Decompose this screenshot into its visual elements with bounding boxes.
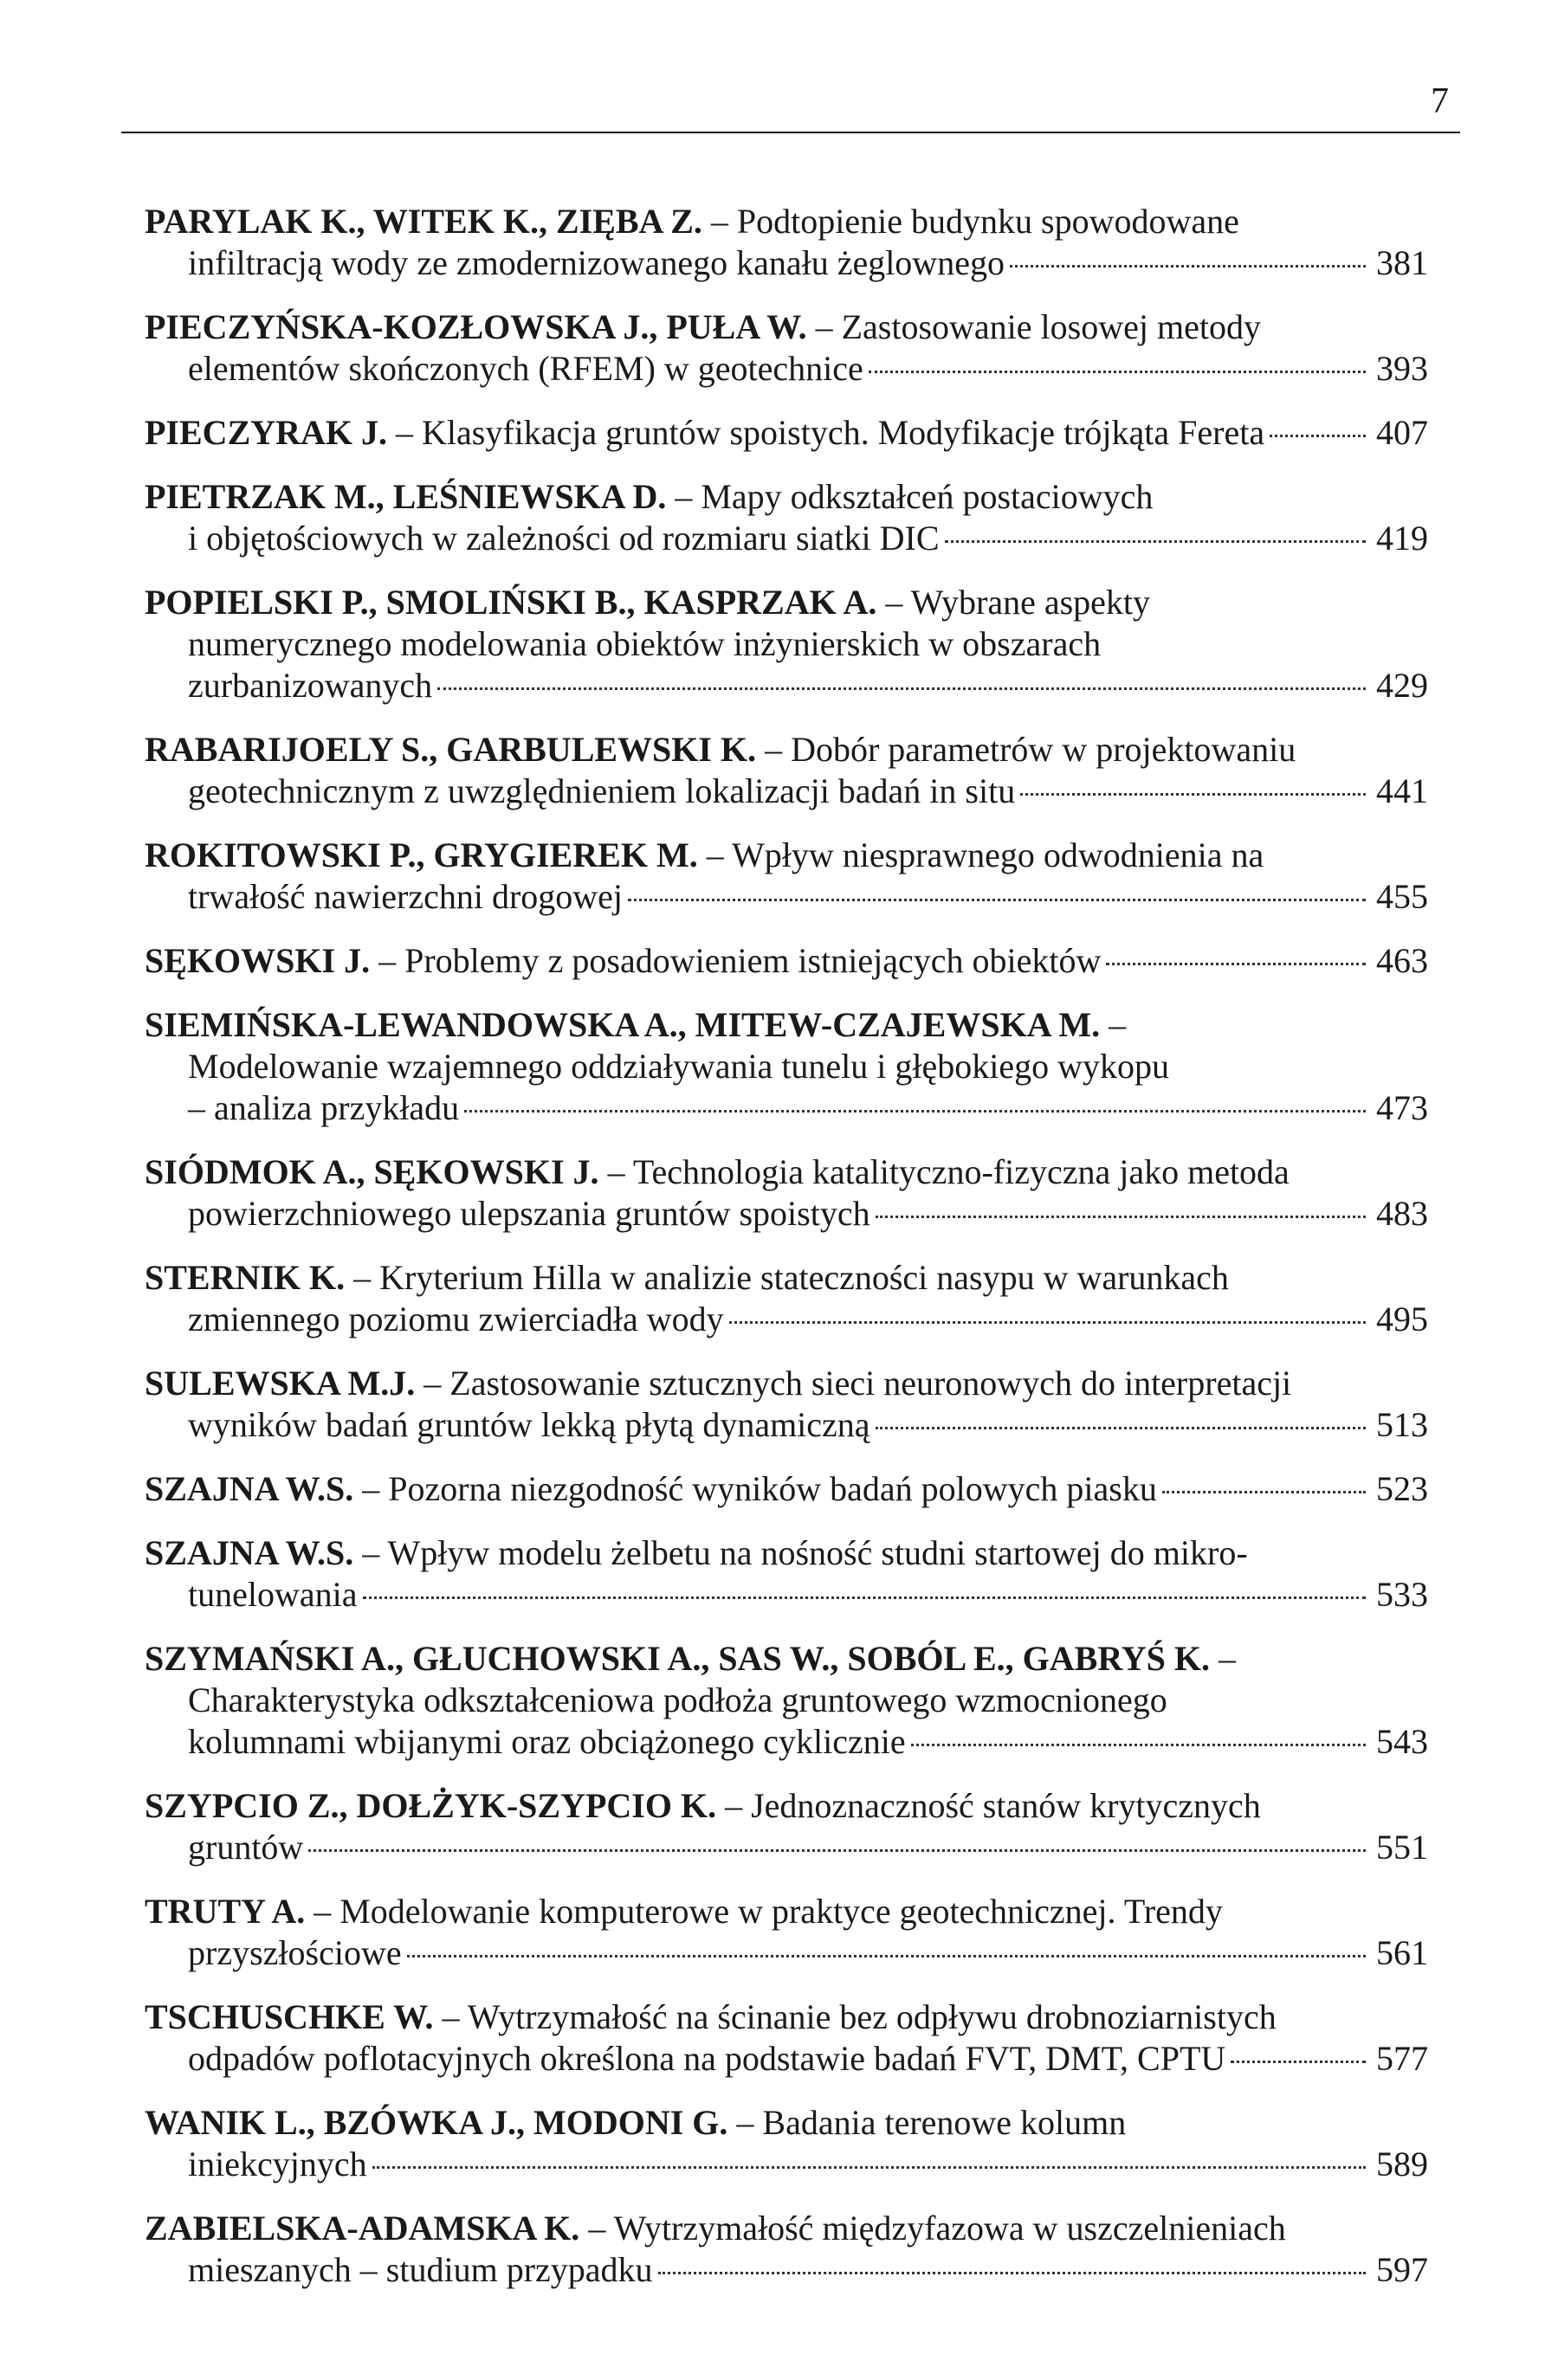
dot-leader — [363, 1596, 1367, 1599]
entry-title-end: elementów skończonych (RFEM) w geotechnice — [188, 349, 863, 388]
entry-authors: WANIK L., BZÓWKA J., MODONI G. — [145, 2103, 728, 2142]
entry-first-line — [145, 729, 1428, 771]
entry-title-line: Charakterystyka odkształceniowa podłoża gruntowego wzmocnionego — [188, 1680, 1167, 1719]
entry-authors: PIECZYŃSKA-KOZŁOWSKA J., PUŁA W. — [145, 307, 807, 346]
entry-title-end: trwałość nawierzchni drogowej — [188, 877, 624, 916]
entry-title-start: – Wytrzymałość międzyfazowa w uszczelnieniach — [579, 2209, 1286, 2248]
toc-entry — [145, 1638, 1428, 1763]
entry-page-number: 407 — [1376, 413, 1428, 452]
entry-title-end: i objętościowych w zależności od rozmiaru siatki DIC — [188, 519, 940, 558]
entry-title-start: – Zastosowanie losowej metody — [806, 307, 1261, 346]
entry-last-line — [145, 771, 1428, 812]
dot-leader — [876, 1427, 1366, 1429]
entry-first-line — [145, 201, 1428, 242]
entry-heading — [145, 1533, 1248, 1572]
entry-title-start: – Wytrzymałość na ścinanie bez odpływu drobnoziarnistych — [433, 1997, 1277, 2036]
entry-page-number: 551 — [1376, 1828, 1428, 1867]
entry-first-line — [145, 2102, 1428, 2144]
entry-last-line — [145, 242, 1428, 284]
entry-page-number: 381 — [1376, 243, 1428, 282]
entry-page-number: 455 — [1376, 877, 1428, 916]
entry-title-end: infiltracją wody ze zmodernizowanego kanału żeglownego — [188, 243, 1005, 282]
toc-entry — [145, 306, 1428, 390]
entry-heading — [145, 940, 1101, 982]
entry-title-start: – Problemy z posadowieniem istniejących obiektów — [370, 941, 1102, 980]
entry-authors: SZAJNA W.S. — [145, 1533, 354, 1572]
entry-last-line — [145, 1404, 1428, 1446]
entry-first-line — [145, 582, 1428, 623]
entry-title-end: powierzchniowego ulepszania gruntów spoistych — [188, 1194, 870, 1233]
entry-heading — [145, 412, 1264, 454]
toc-entry — [145, 201, 1428, 284]
toc-entry — [145, 1996, 1428, 2080]
entry-title-end: mieszanych – studium przypadku — [188, 2250, 653, 2289]
entry-page-number: 495 — [1376, 1300, 1428, 1338]
entry-first-line — [145, 1532, 1428, 1574]
entry-last-line — [145, 2038, 1428, 2080]
entry-heading — [145, 730, 1296, 769]
entry-title-start: – Wpływ modelu żelbetu na nośność studni startowej do mikro- — [353, 1533, 1248, 1572]
entry-last-line — [145, 2144, 1428, 2185]
entry-page-number: 441 — [1376, 771, 1428, 810]
dot-leader — [1020, 793, 1366, 796]
toc-entry — [145, 940, 1428, 982]
entry-authors: POPIELSKI P., SMOLIŃSKI B., KASPRZAK A. — [145, 583, 877, 622]
entry-title-start: – — [1100, 1005, 1127, 1044]
entry-page-number: 561 — [1376, 1933, 1428, 1972]
entry-title-end: odpadów poflotacyjnych określona na podstawie badań FVT, DMT, CPTU — [188, 2039, 1226, 2078]
entry-authors: PIETRZAK M., LEŚNIEWSKA D. — [145, 477, 667, 516]
entry-page-number: 513 — [1376, 1405, 1428, 1444]
entry-last-line — [145, 1193, 1428, 1235]
entry-title-end: zmiennego poziomu zwierciadła wody — [188, 1300, 724, 1338]
dot-leader — [464, 1110, 1366, 1113]
entry-first-line — [145, 1638, 1428, 1680]
entry-title-end: geotechnicznym z uwzględnieniem lokalizacji badań in situ — [188, 771, 1016, 810]
toc-entry — [145, 1891, 1428, 1974]
dot-leader — [658, 2272, 1366, 2274]
entry-authors: RABARIJOELY S., GARBULEWSKI K. — [145, 730, 757, 769]
entry-authors: TRUTY A. — [145, 1892, 306, 1931]
entry-last-line — [145, 1827, 1428, 1868]
entry-last-line — [145, 348, 1428, 390]
entry-page-number: 419 — [1376, 519, 1428, 558]
toc-entry — [145, 1532, 1428, 1616]
dot-leader — [437, 687, 1366, 690]
entry-heading — [145, 202, 1239, 241]
entry-page-number: 393 — [1376, 349, 1428, 388]
entry-title-start: – Podtopienie budynku spowodowane — [701, 202, 1239, 241]
entry-authors: SĘKOWSKI J. — [145, 941, 371, 980]
toc-entry — [145, 1363, 1428, 1446]
entry-authors: SZYPCIO Z., DOŁŻYK-SZYPCIO K. — [145, 1786, 717, 1825]
entry-title-start: – Wybrane aspekty — [876, 583, 1151, 622]
entry-heading — [145, 2103, 1126, 2142]
entry-title-start: – Badania terenowe kolumn — [727, 2103, 1127, 2142]
entry-title-end: wyników badań gruntów lekką płytą dynamiczną — [188, 1405, 870, 1444]
entry-first-line — [145, 1891, 1428, 1932]
entry-title-end: gruntów — [188, 1828, 304, 1867]
header-rule — [121, 132, 1460, 133]
entry-heading — [145, 1005, 1126, 1044]
dot-leader — [1162, 1491, 1366, 1493]
entry-title-start: – Wpływ niesprawnego odwodnienia na — [697, 835, 1264, 874]
entry-authors: SULEWSKA M.J. — [145, 1364, 416, 1403]
entry-heading — [145, 1152, 1290, 1191]
entry-first-line — [145, 1363, 1428, 1404]
entry-page-number: 473 — [1376, 1088, 1428, 1127]
entry-title-end: tunelowania — [188, 1575, 358, 1614]
entry-heading — [145, 1364, 1291, 1403]
entry-page-number: 483 — [1376, 1194, 1428, 1233]
entry-page-number: 429 — [1376, 666, 1428, 705]
toc-entry — [145, 1151, 1428, 1235]
entry-first-line — [145, 940, 1428, 982]
entry-first-line — [145, 835, 1428, 876]
dot-leader — [1270, 435, 1366, 437]
dot-leader — [628, 899, 1366, 901]
dot-leader — [876, 1216, 1366, 1218]
entry-last-line — [145, 665, 1428, 706]
entry-heading — [145, 1892, 1223, 1931]
entry-last-line — [145, 876, 1428, 918]
entry-title-start: – Mapy odkształceń postaciowych — [666, 477, 1154, 516]
entry-heading — [145, 477, 1153, 516]
entry-title-start: – — [1210, 1639, 1237, 1678]
dot-leader — [729, 1321, 1366, 1324]
entry-title-end: – analiza przykładu — [188, 1088, 460, 1127]
dot-leader — [1106, 963, 1366, 965]
entry-title-end: zurbanizowanych — [188, 666, 433, 705]
entry-last-line — [145, 2249, 1428, 2291]
toc-entry — [145, 1257, 1428, 1340]
entry-authors: ROKITOWSKI P., GRYGIEREK M. — [145, 835, 698, 874]
entry-title-start: – Technologia katalityczno-fizyczna jako metoda — [598, 1152, 1290, 1191]
toc-entry — [145, 412, 1428, 454]
entry-page-number: 577 — [1376, 2039, 1428, 2078]
toc-entry — [145, 2102, 1428, 2185]
entry-heading — [145, 2209, 1286, 2248]
entry-first-line — [145, 1257, 1428, 1299]
entry-last-line — [145, 1299, 1428, 1340]
entry-first-line — [145, 306, 1428, 348]
page-number: 7 — [1431, 81, 1449, 121]
toc-entry — [145, 1468, 1428, 1510]
entry-page-number: 589 — [1376, 2145, 1428, 2183]
dot-leader — [1010, 265, 1366, 268]
entry-page-number: 543 — [1376, 1722, 1428, 1761]
entry-heading — [145, 835, 1264, 874]
entry-title-start: – Kryterium Hilla w analizie stateczności nasypu w warunkach — [345, 1258, 1229, 1297]
entry-title-start: – Jednoznaczność stanów krytycznych — [716, 1786, 1261, 1825]
entry-title-start: – Klasyfikacja gruntów spoistych. Modyfikacje trójkąta Fereta — [387, 413, 1265, 452]
entry-first-line — [145, 412, 1428, 454]
toc-entry — [145, 582, 1428, 706]
entry-title-start: – Modelowanie komputerowe w praktyce geotechnicznej. Trendy — [305, 1892, 1223, 1931]
entry-page-number: 597 — [1376, 2250, 1428, 2289]
entry-last-line — [145, 518, 1428, 559]
dot-leader — [372, 2166, 1366, 2169]
entry-first-line — [145, 1004, 1428, 1046]
entry-authors: SZYMAŃSKI A., GŁUCHOWSKI A., SAS W., SOBÓL E., GABRYŚ K. — [145, 1639, 1211, 1678]
entry-page-number: 533 — [1376, 1575, 1428, 1614]
entry-heading — [145, 583, 1150, 622]
entry-title-end: kolumnami wbijanymi oraz obciążonego cyklicznie — [188, 1722, 906, 1761]
entry-heading — [145, 1997, 1277, 2036]
entry-first-line — [145, 1785, 1428, 1827]
entry-authors: SIEMIŃSKA-LEWANDOWSKA A., MITEW-CZAJEWSKA M. — [145, 1005, 1101, 1044]
toc-entry — [145, 1004, 1428, 1129]
entry-first-line — [145, 2208, 1428, 2249]
table-of-contents — [145, 201, 1428, 2313]
entry-page-number: 523 — [1376, 1469, 1428, 1508]
dot-leader — [945, 540, 1366, 543]
entry-last-line — [145, 1721, 1428, 1763]
entry-title-start: – Dobór parametrów w projektowaniu — [756, 730, 1296, 769]
dot-leader — [869, 371, 1366, 373]
entry-title-line: numerycznego modelowania obiektów inżynierskich w obszarach — [188, 624, 1102, 663]
entry-heading — [145, 1786, 1261, 1825]
dot-leader — [911, 1744, 1366, 1746]
entry-authors: SZAJNA W.S. — [145, 1469, 354, 1508]
entry-authors: ZABIELSKA-ADAMSKA K. — [145, 2209, 580, 2248]
entry-authors: TSCHUSCHKE W. — [145, 1997, 434, 2036]
toc-entry — [145, 476, 1428, 559]
entry-last-line — [145, 1087, 1428, 1129]
entry-first-line — [145, 1468, 1428, 1510]
entry-heading — [145, 1468, 1157, 1510]
entry-last-line — [145, 1932, 1428, 1974]
entry-first-line — [145, 476, 1428, 518]
entry-title-start: – Zastosowanie sztucznych sieci neuronowych do interpretacji — [415, 1364, 1292, 1403]
entry-heading — [145, 1258, 1229, 1297]
entry-page-number: 463 — [1376, 941, 1428, 980]
entry-authors: PIECZYRAK J. — [145, 413, 388, 452]
entry-authors: SIÓDMOK A., SĘKOWSKI J. — [145, 1152, 599, 1191]
dot-leader — [308, 1849, 1366, 1852]
dot-leader — [407, 1955, 1366, 1958]
entry-title-end: przyszłościowe — [188, 1933, 402, 1972]
toc-entry — [145, 1785, 1428, 1868]
toc-entry — [145, 2208, 1428, 2291]
entry-title-start: – Pozorna niezgodność wyników badań polowych piasku — [353, 1469, 1157, 1508]
entry-title-end: iniekcyjnych — [188, 2145, 367, 2183]
entry-authors: STERNIK K. — [145, 1258, 346, 1297]
entry-authors: PARYLAK K., WITEK K., ZIĘBA Z. — [145, 202, 702, 241]
entry-heading — [145, 1639, 1236, 1678]
entry-heading — [145, 307, 1261, 346]
entry-first-line — [145, 1151, 1428, 1193]
toc-entry — [145, 835, 1428, 918]
entry-first-line — [145, 1996, 1428, 2038]
dot-leader — [1231, 2061, 1366, 2063]
entry-last-line — [145, 1574, 1428, 1616]
entry-title-line: Modelowanie wzajemnego oddziaływania tunelu i głębokiego wykopu — [188, 1047, 1170, 1086]
toc-entry — [145, 729, 1428, 812]
